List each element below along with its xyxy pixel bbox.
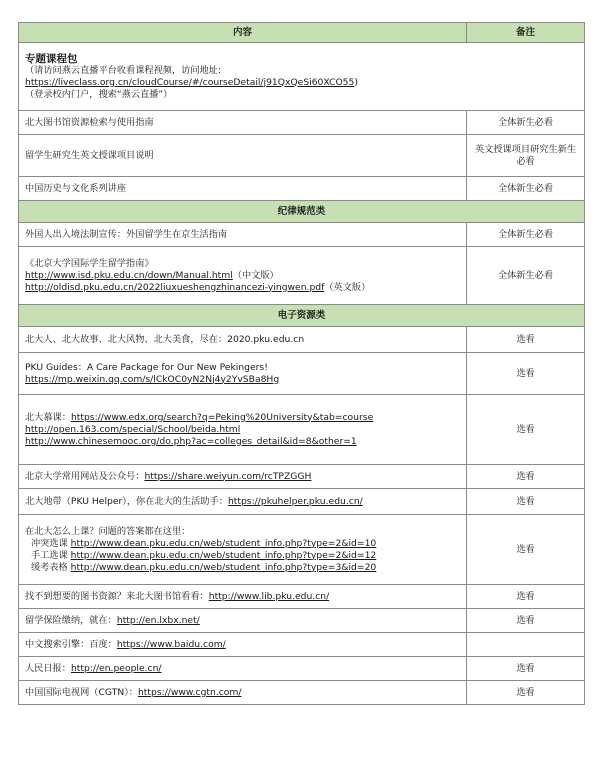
table-row: [19, 633, 585, 657]
row-prefix: 北京大学常用网站及公众号：: [25, 470, 145, 482]
course-package-row: [19, 43, 585, 111]
row-prefix: 人民日报：: [25, 662, 71, 674]
row-note: 全体新生必看: [467, 111, 585, 135]
section-header-discipline: [19, 201, 585, 223]
row-note: 全体新生必看: [467, 177, 585, 201]
row-note: 选看: [467, 489, 585, 515]
chinesemooc-link[interactable]: http://www.chinesemooc.org/do.php?ac=colleges_detail&id=8&other=1: [25, 435, 357, 447]
section-title: 电子资源类: [19, 305, 585, 327]
table-row: [19, 395, 585, 465]
table-row: [19, 111, 585, 135]
guide-title: 《北京大学国际学生留学指南》: [25, 257, 154, 269]
table-row: [19, 247, 585, 305]
conflict-label: 冲突选课: [31, 537, 68, 549]
table-row: [19, 609, 585, 633]
row-note: 选看: [467, 395, 585, 465]
cgtn-link[interactable]: https://www.cgtn.com/: [137, 686, 242, 698]
package-link-suffix: ): [354, 76, 358, 88]
row-prefix: 留学保险缴纳，就在：: [25, 614, 117, 626]
pku-guides-link[interactable]: https://mp.weixin.qq.com/s/lCkOC0yN2Nj4y2YvSBa8Hg: [25, 373, 280, 385]
row-text: [19, 465, 467, 489]
guide-en-link[interactable]: http://oldisd.pku.edu.cn/2022liuxueshengzhinancezi-yingwen.pdf: [25, 281, 325, 293]
row-text: 外国人出入境法制宣传：外国留学生在京生活指南: [19, 223, 467, 247]
course-help-title: 在北大怎么上课？问题的答案都在这里：: [25, 525, 191, 537]
guide-cell: [19, 247, 467, 305]
table-row: [19, 657, 585, 681]
package-title: 专题课程包: [25, 52, 78, 65]
row-text: 中国历史与文化系列讲座: [19, 177, 467, 201]
pku-guides-title: PKU Guides：A Care Package for Our New Pekingers!: [25, 361, 268, 373]
row-text: 北大图书馆资源检索与使用指南: [19, 111, 467, 135]
row-text: [19, 489, 467, 515]
row-note: 选看: [467, 327, 585, 353]
row-note: 英文授课项目研究生新生必看: [467, 135, 585, 177]
table-row: [19, 681, 585, 705]
package-link[interactable]: https://liveclass.org.cn/cloudCourse/#/courseDetail/j91QxQeSi60XCO55: [25, 76, 355, 88]
pkuhelper-link[interactable]: https://pkuhelper.pku.edu.cn/: [227, 495, 363, 507]
manual-label: 手工选课: [31, 549, 68, 561]
row-prefix: 找不到想要的图书资源？来北大图书馆看看：: [25, 590, 209, 602]
table-row: [19, 135, 585, 177]
people-daily-link[interactable]: http://en.people.cn/: [70, 662, 162, 674]
row-note: 全体新生必看: [467, 223, 585, 247]
table-row: [19, 353, 585, 395]
guide-cn-link[interactable]: http://www.isd.pku.edu.cn/down/Manual.html: [25, 269, 233, 281]
edx-link[interactable]: https://www.edx.org/search?q=Peking%20University&tab=course: [70, 411, 374, 423]
weiyun-link[interactable]: https://share.weiyun.com/rcTPZGGH: [144, 470, 312, 482]
header-note: 备注: [467, 23, 585, 43]
open163-link[interactable]: http://open.163.com/special/School/beida.html: [25, 423, 241, 435]
header-content: 内容: [19, 23, 467, 43]
row-text: [19, 585, 467, 609]
table-row: [19, 177, 585, 201]
mooc-cell: [19, 395, 467, 465]
row-note: [467, 633, 585, 657]
conflict-link[interactable]: http://www.dean.pku.edu.cn/web/student_info.php?type=2&id=10: [70, 537, 377, 549]
row-prefix: 中文搜索引擎：百度：: [25, 638, 117, 650]
row-text: [19, 633, 467, 657]
library-link[interactable]: http://www.lib.pku.edu.cn/: [208, 590, 330, 602]
guide-en-suffix: （英文版）: [324, 281, 371, 293]
row-prefix: 北大地带（PKU Helper），你在北大的生活助手：: [25, 495, 228, 507]
table-row: [19, 223, 585, 247]
row-note: 选看: [467, 681, 585, 705]
manual-link[interactable]: http://www.dean.pku.edu.cn/web/student_info.php?type=2&id=12: [70, 549, 377, 561]
section-title: 纪律规范类: [19, 201, 585, 223]
table-header-row: [19, 23, 585, 43]
table-row: [19, 515, 585, 585]
mooc-label: 北大慕课：: [25, 411, 71, 423]
table-row: [19, 327, 585, 353]
resource-table: [18, 22, 585, 705]
table-row: [19, 489, 585, 515]
course-package-cell: [19, 43, 585, 111]
table-row: [19, 585, 585, 609]
row-note: 选看: [467, 657, 585, 681]
row-text: [19, 681, 467, 705]
section-header-eresources: [19, 305, 585, 327]
package-login-hint: （登录校内门户，搜索“燕云直播”）: [25, 88, 173, 100]
row-note: 全体新生必看: [467, 247, 585, 305]
row-text: [19, 609, 467, 633]
table-row: [19, 465, 585, 489]
deferral-label: 缓考表格: [31, 561, 68, 573]
row-note: 选看: [467, 353, 585, 395]
course-help-cell: [19, 515, 467, 585]
row-note: 选看: [467, 609, 585, 633]
row-text: [19, 657, 467, 681]
row-text: 留学生研究生英文授课项目说明: [19, 135, 467, 177]
insurance-link[interactable]: http://en.lxbx.net/: [116, 614, 200, 626]
pku-guides-cell: [19, 353, 467, 395]
package-instruction: （请访问燕云直播平台收看课程视频，访问地址:: [25, 64, 222, 76]
guide-cn-suffix: （中文版）: [232, 269, 279, 281]
deferral-link[interactable]: http://www.dean.pku.edu.cn/web/student_info.php?type=3&id=20: [70, 561, 377, 573]
row-note: 选看: [467, 585, 585, 609]
baidu-link[interactable]: https://www.baidu.com/: [116, 638, 226, 650]
row-note: 选看: [467, 515, 585, 585]
row-prefix: 中国国际电视网（CGTN）：: [25, 686, 138, 698]
row-text: 北大人、北大故事、北大风物、北大美食，尽在：2020.pku.edu.cn: [19, 327, 467, 353]
row-note: 选看: [467, 465, 585, 489]
